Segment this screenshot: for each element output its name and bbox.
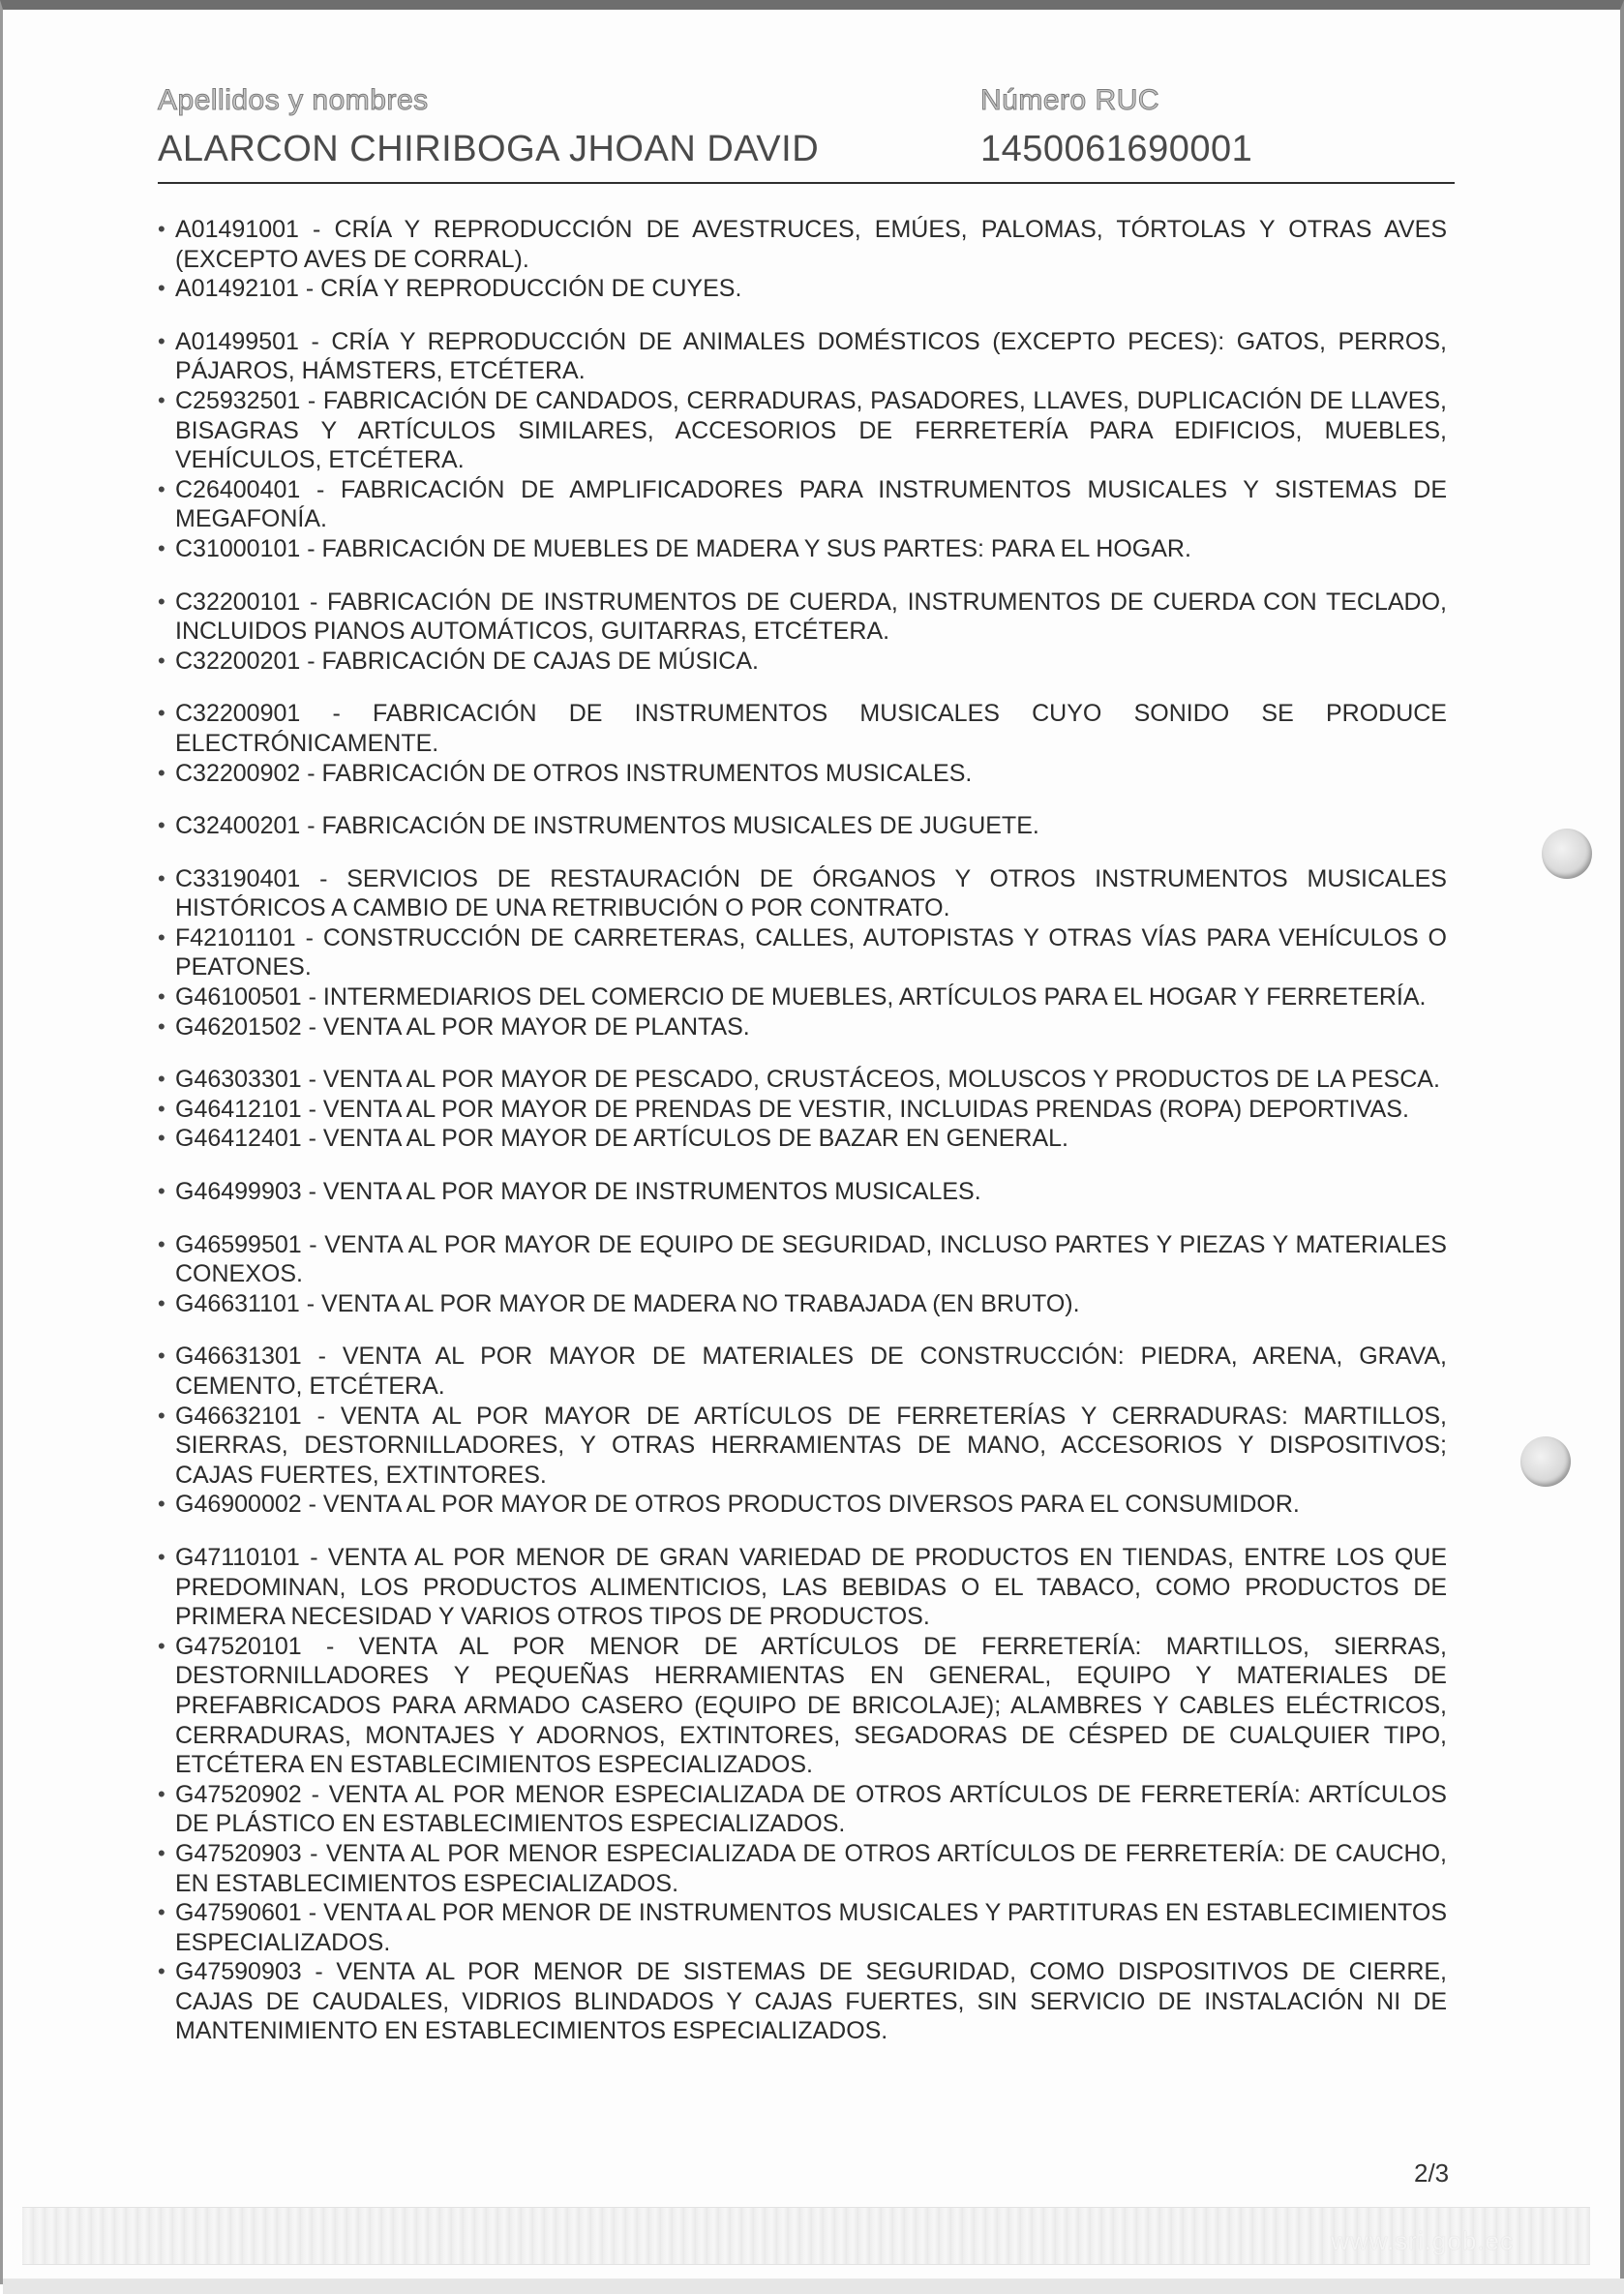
taxpayer-name-label: Apellidos y nombres [158, 84, 429, 116]
activity-item [158, 647, 1447, 677]
activity-item [158, 1957, 1447, 2046]
bullet-icon: • [158, 217, 165, 241]
bullet-icon: • [158, 701, 165, 726]
bullet-icon: • [158, 276, 165, 301]
activity-item [158, 386, 1447, 475]
taxpayer-name-value: ALARCON CHIRIBOGA JHOAN DAVID [158, 129, 820, 169]
activity-item [158, 327, 1447, 386]
bullet-icon: • [158, 535, 165, 560]
bullet-icon: • [158, 589, 165, 614]
activity-text: G46303301 - VENTA AL POR MAYOR DE PESCADO, CRUSTÁCEOS, MOLUSCOS Y PRODUCTOS DE LA PESCA. [175, 1066, 1440, 1094]
activity-text: A01492101 - CRÍA Y REPRODUCCIÓN DE CUYES. [175, 275, 742, 303]
activity-text: G46632101 - VENTA AL POR MAYOR DE ARTÍCULOS DE FERRETERÍAS Y CERRADURAS: MARTILLOS, SIERRAS, DESTORNILLADORES, Y OTRAS HERRAMIENTAS DE MANO, ACCESORIOS Y DISPOSITIVOS; CAJAS FUERTES, EXTINTORES. [175, 1402, 1447, 1489]
activity-text: A01491001 - CRÍA Y REPRODUCCIÓN DE AVESTRUCES, EMÚES, PALOMAS, TÓRTOLAS Y OTRAS AVES (EXCEPTO AVES DE CORRAL). [175, 216, 1447, 273]
bullet-icon: • [158, 1013, 165, 1039]
bullet-icon: • [158, 648, 165, 673]
ruc-value: 1450061690001 [980, 129, 1253, 169]
activity-item [158, 475, 1447, 534]
activity-text: G46412401 - VENTA AL POR MAYOR DE ARTÍCULOS DE BAZAR EN GENERAL. [175, 1125, 1068, 1153]
activity-text: C33190401 - SERVICIOS DE RESTAURACIÓN DE ÓRGANOS Y OTROS INSTRUMENTOS MUSICALES HISTÓRICOS A CAMBIO DE UNA RETRIBUCIÓN O POR CONTRATO. [175, 864, 1447, 922]
ruc-label: Número RUC [980, 84, 1160, 116]
activity-item [158, 1898, 1447, 1957]
bullet-icon: • [158, 328, 165, 353]
bullet-icon: • [158, 924, 165, 950]
bullet-icon: • [158, 1290, 165, 1315]
activity-text: G46900002 - VENTA AL POR MAYOR DE OTROS PRODUCTOS DIVERSOS PARA EL CONSUMIDOR. [175, 1491, 1300, 1519]
activity-item [158, 534, 1447, 564]
activity-item [158, 1177, 1447, 1207]
bullet-icon: • [158, 1959, 165, 1984]
activity-item [158, 1632, 1447, 1780]
activity-item [158, 923, 1447, 982]
bullet-icon: • [158, 1403, 165, 1428]
page-number: 2/3 [1414, 2158, 1450, 2188]
activity-item [158, 1839, 1447, 1898]
ruc-block [980, 83, 1252, 172]
activity-text: C32200902 - FABRICACIÓN DE OTROS INSTRUMENTOS MUSICALES. [175, 759, 973, 787]
bullet-icon: • [158, 813, 165, 838]
activity-text: G47590601 - VENTA AL POR MENOR DE INSTRUMENTOS MUSICALES Y PARTITURAS EN ESTABLECIMIENTOS ESPECIALIZADOS. [175, 1899, 1447, 1956]
activity-text: G46412101 - VENTA AL POR MAYOR DE PRENDAS DE VESTIR, INCLUIDAS PRENDAS (ROPA) DEPORTIVAS. [175, 1095, 1409, 1123]
bullet-icon: • [158, 1343, 165, 1369]
activity-text: G47520101 - VENTA AL POR MENOR DE ARTÍCULOS DE FERRETERÍA: MARTILLOS, SIERRAS, DESTORNILLADORES Y PEQUEÑAS HERRAMIENTAS EN GENERAL, EQUIPO Y MATERIALES DE PREFABRICADOS PARA ARMADO CASERO (EQUIPO DE BRICOLAJE); ALAMBRES Y CABLES ELÉCTRICOS, CERRADURAS, MONTAJES Y ADORNOS, EXTINTORES, SEGADORAS DE CÉSPED DE CUALQUIER TIPO, ETCÉTERA EN ESTABLECIMIENTOS ESPECIALIZADOS. [175, 1632, 1447, 1779]
activity-item [158, 1012, 1447, 1042]
activity-item [158, 1230, 1447, 1289]
footer-watermark: www.sri.gob.ec [1331, 2226, 1514, 2255]
activity-item [158, 759, 1447, 789]
activity-item [158, 982, 1447, 1012]
bullet-icon: • [158, 1231, 165, 1256]
activity-item [158, 1490, 1447, 1520]
bullet-icon: • [158, 1492, 165, 1517]
activity-item [158, 1342, 1447, 1401]
activity-item [158, 588, 1447, 647]
activity-text: G47590903 - VENTA AL POR MENOR DE SISTEMAS DE SEGURIDAD, COMO DISPOSITIVOS DE CIERRE, CAJAS DE CAUDALES, VIDRIOS BLINDADOS Y CAJAS FUERTES, SIN SERVICIO DE INSTALACIÓN NI DE MANTENIMIENTO EN ESTABLECIMIENTOS ESPECIALIZADOS. [175, 1958, 1447, 2045]
activity-item [158, 1289, 1447, 1319]
bullet-icon: • [158, 1179, 165, 1204]
bullet-icon: • [158, 1096, 165, 1121]
document-header [158, 83, 1455, 184]
activity-text: C26400401 - FABRICACIÓN DE AMPLIFICADORES PARA INSTRUMENTOS MUSICALES Y SISTEMAS DE MEGAFONÍA. [175, 475, 1447, 533]
bullet-icon: • [158, 476, 165, 501]
bullet-icon: • [158, 760, 165, 785]
activity-text: C32200101 - FABRICACIÓN DE INSTRUMENTOS DE CUERDA, INSTRUMENTOS DE CUERDA CON TECLADO, INCLUIDOS PIANOS AUTOMÁTICOS, GUITARRAS, ETCÉTERA. [175, 588, 1447, 646]
activity-text: G47520902 - VENTA AL POR MENOR ESPECIALIZADA DE OTROS ARTÍCULOS DE FERRETERÍA: ARTÍCULOS DE PLÁSTICO EN ESTABLECIMIENTOS ESPECIALIZADOS. [175, 1780, 1447, 1838]
bullet-icon: • [158, 1900, 165, 1925]
bullet-icon: • [158, 1126, 165, 1151]
activity-item [158, 1402, 1447, 1491]
bullet-icon: • [158, 1633, 165, 1658]
punch-hole-icon [1542, 829, 1592, 879]
activity-text: A01499501 - CRÍA Y REPRODUCCIÓN DE ANIMALES DOMÉSTICOS (EXCEPTO PECES): GATOS, PERROS, PÁJAROS, HÁMSTERS, ETCÉTERA. [175, 327, 1447, 385]
activity-item [158, 1124, 1447, 1154]
activity-item [158, 1780, 1447, 1839]
bullet-icon: • [158, 1544, 165, 1569]
bullet-icon: • [158, 865, 165, 890]
activity-text: G47110101 - VENTA AL POR MENOR DE GRAN VARIEDAD DE PRODUCTOS EN TIENDAS, ENTRE LOS QUE PREDOMINAN, LOS PRODUCTOS ALIMENTICIOS, LAS BEBIDAS O EL TABACO, COMO PRODUCTOS DE PRIMERA NECESIDAD Y VARIOS OTROS TIPOS DE PRODUCTOS. [175, 1543, 1447, 1631]
activity-text: G46201502 - VENTA AL POR MAYOR DE PLANTAS. [175, 1012, 750, 1041]
activity-text: G46631101 - VENTA AL POR MAYOR DE MADERA NO TRABAJADA (EN BRUTO). [175, 1289, 1080, 1317]
bullet-icon: • [158, 1067, 165, 1092]
bullet-icon: • [158, 984, 165, 1010]
activity-text: C31000101 - FABRICACIÓN DE MUEBLES DE MADERA Y SUS PARTES: PARA EL HOGAR. [175, 534, 1191, 562]
activity-item [158, 864, 1447, 923]
activity-item [158, 215, 1447, 274]
activity-item [158, 1065, 1447, 1095]
activity-text: G46100501 - INTERMEDIARIOS DEL COMERCIO DE MUEBLES, ARTÍCULOS PARA EL HOGAR Y FERRETERÍA. [175, 983, 1427, 1011]
activity-text: F42101101 - CONSTRUCCIÓN DE CARRETERAS, CALLES, AUTOPISTAS Y OTRAS VÍAS PARA VEHÍCULOS O PEATONES. [175, 923, 1447, 981]
bullet-icon: • [158, 1840, 165, 1865]
activity-item [158, 811, 1447, 841]
activity-text: C32200901 - FABRICACIÓN DE INSTRUMENTOS MUSICALES CUYO SONIDO SE PRODUCE ELECTRÓNICAMENTE. [175, 700, 1447, 757]
page-bottom-edge [3, 2279, 1624, 2294]
activity-text: C32200201 - FABRICACIÓN DE CAJAS DE MÚSICA. [175, 647, 759, 675]
activity-text: G46599501 - VENTA AL POR MAYOR DE EQUIPO DE SEGURIDAD, INCLUSO PARTES Y PIEZAS Y MATERIALES CONEXOS. [175, 1230, 1447, 1288]
economic-activities-list [158, 215, 1447, 2046]
activity-text: G47520903 - VENTA AL POR MENOR ESPECIALIZADA DE OTROS ARTÍCULOS DE FERRETERÍA: DE CAUCHO, EN ESTABLECIMIENTOS ESPECIALIZADOS. [175, 1839, 1447, 1897]
activity-text: G46631301 - VENTA AL POR MAYOR DE MATERIALES DE CONSTRUCCIÓN: PIEDRA, ARENA, GRAVA, CEMENTO, ETCÉTERA. [175, 1343, 1447, 1400]
activity-text: C25932501 - FABRICACIÓN DE CANDADOS, CERRADURAS, PASADORES, LLAVES, DUPLICACIÓN DE LLAVES, BISAGRAS Y ARTÍCULOS SIMILARES, ACCESORIOS DE FERRETERÍA PARA EDIFICIOS, MUEBLES, VEHÍCULOS, ETCÉTERA. [175, 386, 1447, 474]
bullet-icon: • [158, 387, 165, 412]
taxpayer-name-block [158, 83, 819, 172]
punch-hole-icon [1520, 1436, 1571, 1487]
activity-item [158, 274, 1447, 304]
activity-item [158, 1095, 1447, 1125]
activity-text: C32400201 - FABRICACIÓN DE INSTRUMENTOS MUSICALES DE JUGUETE. [175, 812, 1039, 840]
bullet-icon: • [158, 1781, 165, 1806]
activity-text: G46499903 - VENTA AL POR MAYOR DE INSTRUMENTOS MUSICALES. [175, 1178, 981, 1206]
activity-item [158, 699, 1447, 758]
activity-item [158, 1543, 1447, 1632]
